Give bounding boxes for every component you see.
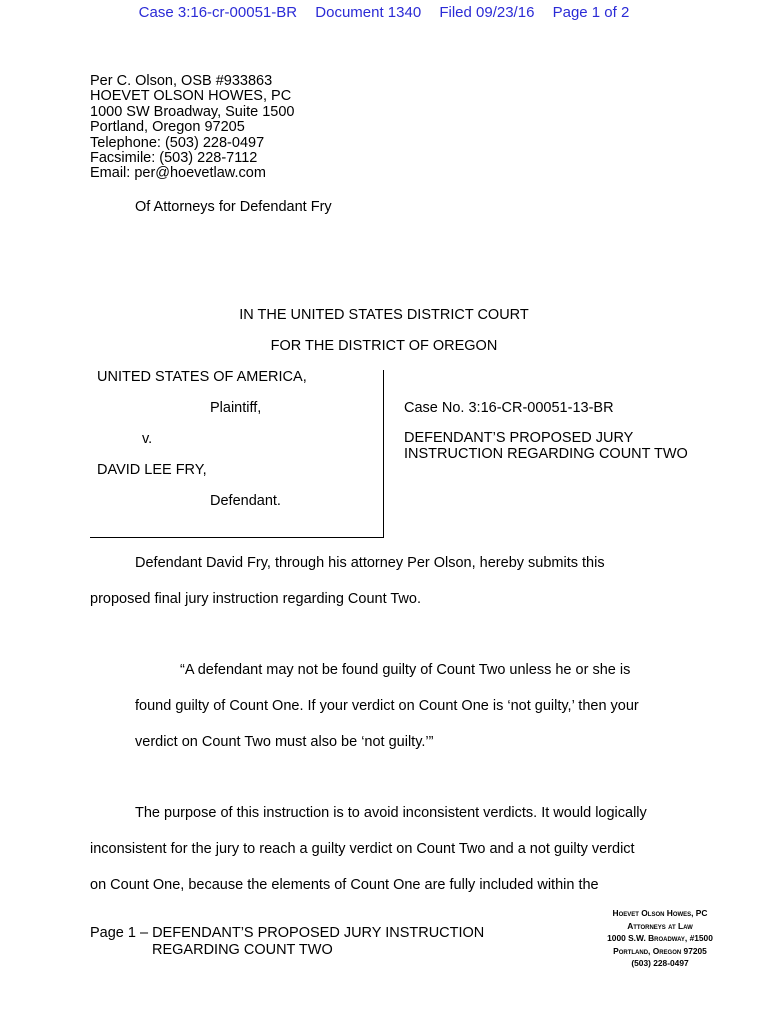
caption-divider-horizontal: [90, 537, 384, 538]
firm-stamp-phone: (503) 228-0497: [631, 958, 689, 969]
firm-street-address: 1000 SW Broadway, Suite 1500: [90, 103, 295, 120]
purpose-paragraph-line-1: The purpose of this instruction is to avoid inconsistent verdicts. It would logically: [135, 805, 647, 821]
firm-email: Email: per@hoevetlaw.com: [90, 165, 266, 182]
ecf-document-number: Document 1340: [315, 4, 422, 21]
purpose-paragraph-line-3: on Count One, because the elements of Count One are fully included within the: [90, 877, 599, 893]
court-name-heading: IN THE UNITED STATES DISTRICT COURT: [239, 307, 529, 323]
attorney-name: Per C. Olson, OSB #933863: [90, 73, 273, 89]
instruction-quote-line-2: found guilty of Count One. If your verdict on Count One is ‘not guilty,’ then your: [135, 698, 639, 714]
firm-stamp-name: Hoevet Olson Howes, PC: [612, 908, 708, 918]
firm-stamp: [590, 907, 730, 970]
firm-stamp-city: Portland, Oregon 97205: [613, 945, 707, 956]
ecf-filed-date: Filed 09/23/16: [439, 4, 535, 21]
case-number: Case No. 3:16-CR-00051-13-BR: [404, 400, 614, 416]
firm-city-state: Portland, Oregon 97205: [90, 119, 245, 136]
plaintiff-role: Plaintiff,: [210, 400, 262, 416]
plaintiff-name: UNITED STATES OF AMERICA,: [97, 369, 307, 385]
ecf-page-count: Page 1 of 2: [552, 4, 630, 21]
document-title: DEFENDANT’S PROPOSED JURY INSTRUCTION REGARDING COUNT TWO: [404, 430, 688, 462]
intro-paragraph-line-2: proposed final jury instruction regarding Count Two.: [90, 591, 422, 607]
instruction-quote-line-3: verdict on Count Two must also be ‘not guilty.’”: [135, 734, 434, 750]
court-district-heading: FOR THE DISTRICT OF OREGON: [270, 338, 498, 354]
footer-title-line-1: Page 1 – DEFENDANT’S PROPOSED JURY INSTRUCTION: [90, 925, 485, 941]
purpose-paragraph-line-2: inconsistent for the jury to reach a guilty verdict on Count Two and a not guilty verdict: [90, 841, 635, 857]
instruction-quote-line-1: “A defendant may not be found guilty of Count Two unless he or she is: [180, 662, 631, 678]
firm-telephone: Telephone: (503) 228-0497: [90, 134, 265, 151]
of-attorneys-line: Of Attorneys for Defendant Fry: [135, 199, 332, 215]
firm-stamp-address: 1000 S.W. Broadway, #1500: [607, 933, 713, 944]
law-firm-name: HOEVET OLSON HOWES, PC: [90, 88, 292, 105]
ecf-header: [0, 4, 768, 21]
footer-document-title: [90, 925, 484, 959]
firm-stamp-subtitle: Attorneys at Law: [627, 920, 693, 931]
defendant-role: Defendant.: [210, 493, 281, 509]
footer-title-line-2: REGARDING COUNT TWO: [152, 942, 333, 958]
intro-paragraph-line-1: Defendant David Fry, through his attorney Per Olson, hereby submits this: [135, 555, 605, 571]
firm-facsimile: Facsimile: (503) 228-7112: [90, 150, 258, 167]
caption-divider-vertical: [383, 370, 384, 537]
attorney-block: [90, 74, 294, 182]
defendant-name: DAVID LEE FRY,: [97, 462, 207, 478]
ecf-case-number: Case 3:16-cr-00051-BR: [138, 4, 298, 21]
versus-label: v.: [142, 431, 153, 447]
